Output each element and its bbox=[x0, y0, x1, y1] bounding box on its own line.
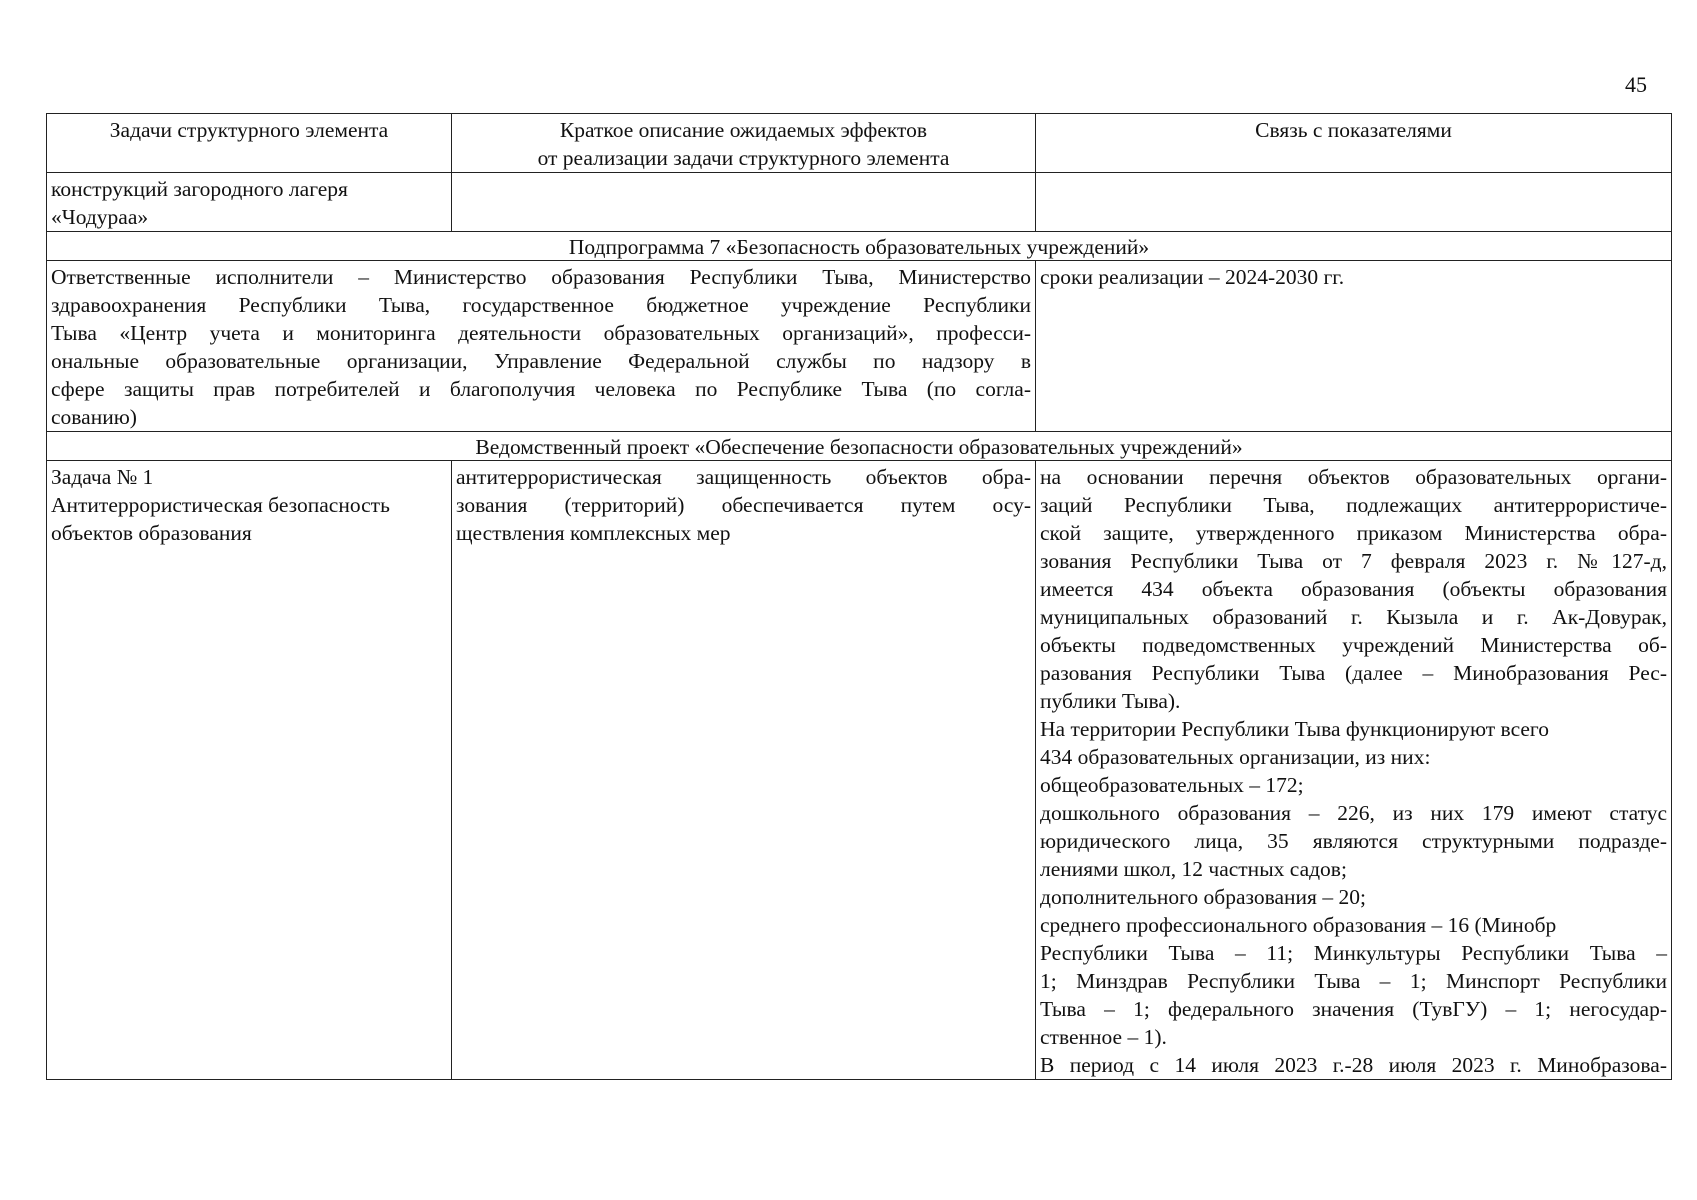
responsible-line: Ответственные исполнители – Министерство образования Республики Тыва, Министерство bbox=[51, 265, 1031, 289]
project-row bbox=[47, 432, 1672, 461]
page-number: 45 bbox=[1625, 72, 1647, 97]
continuation-row bbox=[47, 173, 1672, 232]
header-effects-line: от реализации задачи структурного элемента bbox=[537, 146, 950, 170]
indicator-line: заций Республики Тыва, подлежащих антитеррористиче- bbox=[1040, 493, 1667, 517]
indicator-line: ственное – 1). bbox=[1040, 1025, 1167, 1049]
empty-cell bbox=[452, 173, 1036, 232]
program-table bbox=[46, 113, 1672, 1080]
task-name-line: Антитеррористическая безопасность bbox=[51, 493, 390, 517]
indicator-line: Тыва – 1; федерального значения (ТувГУ) – 1; негосудар- bbox=[1040, 997, 1667, 1021]
indicator-line: На территории Республики Тыва функционируют всего bbox=[1040, 717, 1549, 741]
effects-line: зования (территорий) обеспечивается путем осу- bbox=[456, 493, 1031, 517]
subprogram-title: Подпрограмма 7 «Безопасность образовательных учреждений» bbox=[47, 232, 1672, 261]
task-effects-cell bbox=[452, 461, 1036, 1080]
responsible-line: сованию) bbox=[51, 405, 137, 429]
empty-cell bbox=[1036, 173, 1672, 232]
indicator-line: 434 образовательных организации, из них: bbox=[1040, 745, 1431, 769]
indicator-line: дополнительного образования – 20; bbox=[1040, 885, 1366, 909]
task-name-cell bbox=[47, 461, 452, 1080]
indicator-line: юридического лица, 35 являются структурными подразде- bbox=[1040, 829, 1667, 853]
indicator-line: лениями школ, 12 частных садов; bbox=[1040, 857, 1347, 881]
indicator-line: Республики Тыва – 11; Минкультуры Республики Тыва – bbox=[1040, 941, 1667, 965]
indicator-line: 1; Минздрав Республики Тыва – 1; Минспорт Республики bbox=[1040, 969, 1667, 993]
header-indicators: Связь с показателями bbox=[1036, 114, 1672, 173]
header-tasks: Задачи структурного элемента bbox=[47, 114, 452, 173]
indicator-line: объекты подведомственных учреждений Министерства об- bbox=[1040, 633, 1667, 657]
indicator-line: муниципальных образований г. Кызыла и г. Ак-Довурак, bbox=[1040, 605, 1667, 629]
table-header-row bbox=[47, 114, 1672, 173]
continuation-line: «Чодураа» bbox=[51, 205, 149, 229]
task-number: Задача № 1 bbox=[51, 465, 154, 489]
header-effects-line: Краткое описание ожидаемых эффектов bbox=[559, 118, 928, 142]
subprogram-row bbox=[47, 232, 1672, 261]
indicator-line: публики Тыва). bbox=[1040, 689, 1181, 713]
responsible-line: сфере защиты прав потребителей и благополучия человека по Республике Тыва (по согла- bbox=[51, 377, 1031, 401]
continuation-line: конструкций загородного лагеря bbox=[51, 177, 348, 201]
effects-line: ществления комплексных мер bbox=[456, 521, 731, 545]
responsible-row bbox=[47, 261, 1672, 432]
indicator-line: на основании перечня объектов образовательных органи- bbox=[1040, 465, 1667, 489]
continuation-cell bbox=[47, 173, 452, 232]
responsible-line: здравоохранения Республики Тыва, государственное бюджетное учреждение Республики bbox=[51, 293, 1031, 317]
indicator-line: имеется 434 объекта образования (объекты образования bbox=[1040, 577, 1667, 601]
task-row bbox=[47, 461, 1672, 1080]
indicator-line: среднего профессионального образования – 16 (Минобр bbox=[1040, 913, 1557, 937]
indicator-line: ской защите, утвержденного приказом Министерства обра- bbox=[1040, 521, 1667, 545]
responsible-line: Тыва «Центр учета и мониторинга деятельности образовательных организаций», професси- bbox=[51, 321, 1031, 345]
task-indicators-cell bbox=[1036, 461, 1672, 1080]
responsible-executors bbox=[47, 261, 1036, 432]
effects-line: антитеррористическая защищенность объектов обра- bbox=[456, 465, 1031, 489]
indicator-line: общеобразовательных – 172; bbox=[1040, 773, 1304, 797]
indicator-line: дошкольного образования – 226, из них 179 имеют статус bbox=[1040, 801, 1667, 825]
project-title: Ведомственный проект «Обеспечение безопасности образовательных учреждений» bbox=[47, 432, 1672, 461]
header-effects bbox=[452, 114, 1036, 173]
implementation-period: сроки реализации – 2024-2030 гг. bbox=[1036, 261, 1672, 432]
indicator-line: зования Республики Тыва от 7 февраля 2023 г. №127-д, bbox=[1040, 549, 1667, 573]
indicator-line: разования Республики Тыва (далее – Минобразования Рес- bbox=[1040, 661, 1667, 685]
task-name-line: объектов образования bbox=[51, 521, 252, 545]
responsible-line: ональные образовательные организации, Управление Федеральной службы по надзору в bbox=[51, 349, 1031, 373]
indicator-line: В период с 14 июля 2023 г.-28 июля 2023 г. Минобразова- bbox=[1040, 1053, 1667, 1077]
